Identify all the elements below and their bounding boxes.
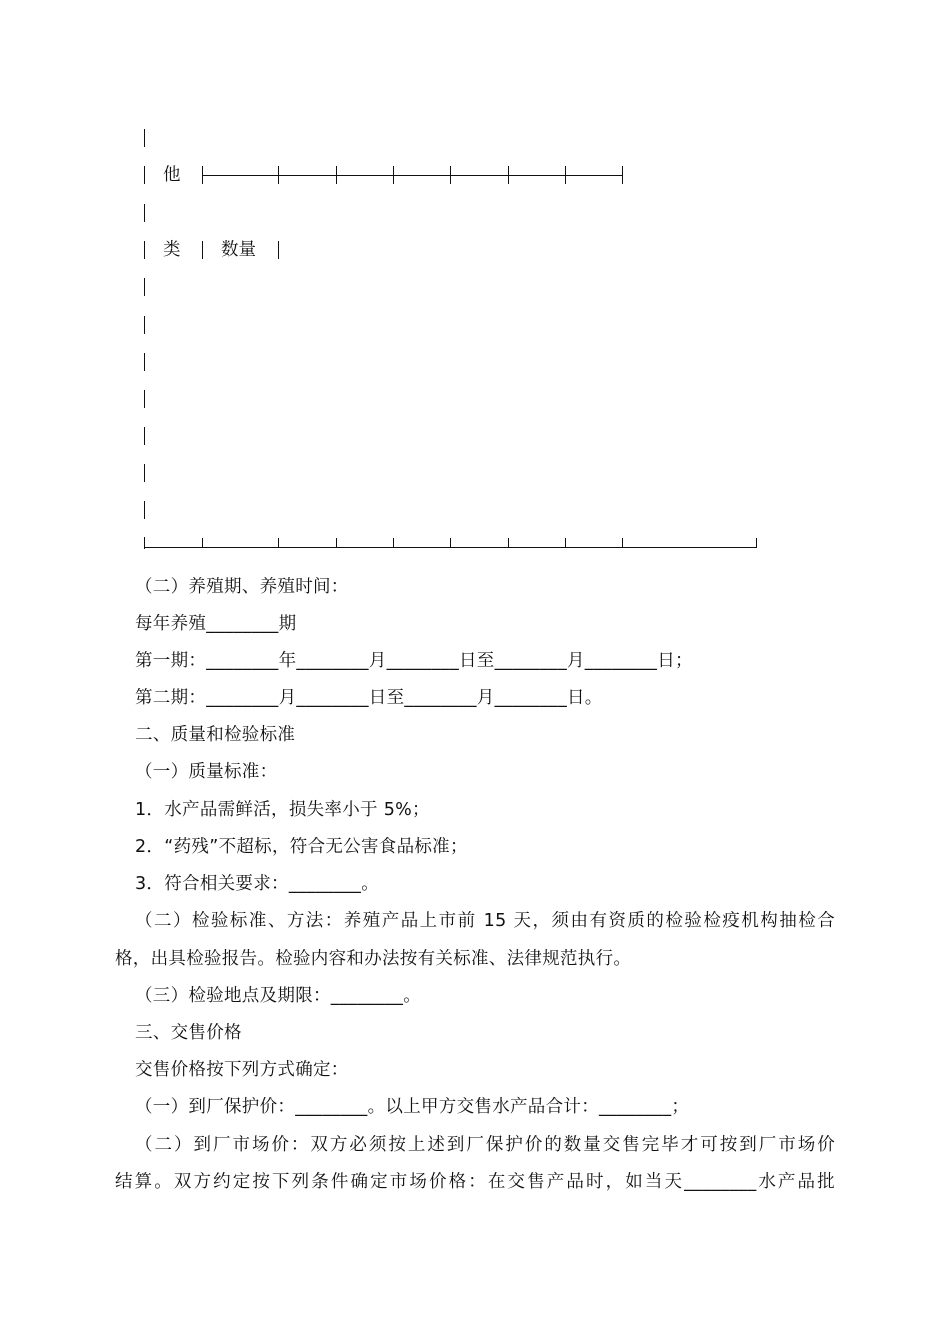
price-method-intro: 交售价格按下列方式确定： xyxy=(135,1060,349,1080)
table-tick xyxy=(508,166,509,184)
market-price-line-2: 结算。双方约定按下列条件确定市场价格：在交售产品时，如当天________水产品批 xyxy=(115,1172,835,1192)
table-tick xyxy=(202,538,203,548)
section-price-heading: 三、交售价格 xyxy=(135,1023,242,1043)
breeding-table xyxy=(0,0,950,560)
quality-item-1: 1．水产品需鲜活，损失率小于 5%； xyxy=(135,800,430,820)
annual-breeding-count: 每年养殖________期 xyxy=(135,614,297,634)
table-left-border xyxy=(144,166,145,184)
table-tick xyxy=(336,166,337,184)
table-tick xyxy=(450,538,451,548)
first-period-line: 第一期：________年________月________日至________月________日； xyxy=(135,651,693,671)
table-tick xyxy=(622,166,623,184)
inspection-method-line-2: 格，出具检验报告。检验内容和办法按有关标准、法律规范执行。 xyxy=(115,949,632,969)
table-left-border xyxy=(144,129,145,147)
quality-item-2: 2．“药残”不超标，符合无公害食品标准； xyxy=(135,837,468,857)
table-left-border xyxy=(144,278,145,296)
table-cell-divider xyxy=(202,241,203,259)
table-row-label-lei: 类 xyxy=(163,240,181,260)
table-tick xyxy=(336,538,337,548)
inspection-method-line-1: （二）检验标准、方法：养殖产品上市前 15 天，须由有资质的检验检疫机构抽检合 xyxy=(135,911,835,931)
section-breeding-period: （二）养殖期、养殖时间： xyxy=(135,577,349,597)
second-period-line: 第二期：________月________日至________月________日。 xyxy=(135,688,603,708)
table-tick xyxy=(565,166,566,184)
table-left-border xyxy=(144,353,145,371)
inspection-place-deadline: （三）检验地点及期限：________。 xyxy=(135,986,421,1006)
table-col-quantity: 数量 xyxy=(221,240,256,260)
table-tick xyxy=(393,538,394,548)
table-left-border xyxy=(144,501,145,519)
table-tick xyxy=(756,538,757,548)
table-left-border xyxy=(144,390,145,408)
table-tick xyxy=(565,538,566,548)
table-tick xyxy=(278,166,279,184)
table-tick xyxy=(450,166,451,184)
table-tick xyxy=(393,166,394,184)
section-quality-heading: 二、质量和检验标准 xyxy=(135,725,296,745)
table-left-border xyxy=(144,464,145,482)
quality-item-3: 3．符合相关要求：________。 xyxy=(135,874,380,894)
table-left-border xyxy=(144,241,145,259)
table-cell-divider xyxy=(278,241,279,259)
table-tick xyxy=(202,166,203,184)
table-left-border xyxy=(144,204,145,222)
table-tick xyxy=(508,538,509,548)
table-row-label-he: 他 xyxy=(163,165,181,185)
quality-standard-heading: （一）质量标准： xyxy=(135,762,278,782)
protected-price-line: （一）到厂保护价：________。以上甲方交售水产品合计：________； xyxy=(135,1097,690,1117)
market-price-line-1: （二）到厂市场价：双方必须按上述到厂保护价的数量交售完毕才可按到厂市场价 xyxy=(135,1135,835,1155)
table-left-border xyxy=(144,427,145,445)
table-row-rule xyxy=(202,175,623,176)
table-tick xyxy=(622,538,623,548)
table-tick xyxy=(278,538,279,548)
table-left-border xyxy=(144,316,145,334)
